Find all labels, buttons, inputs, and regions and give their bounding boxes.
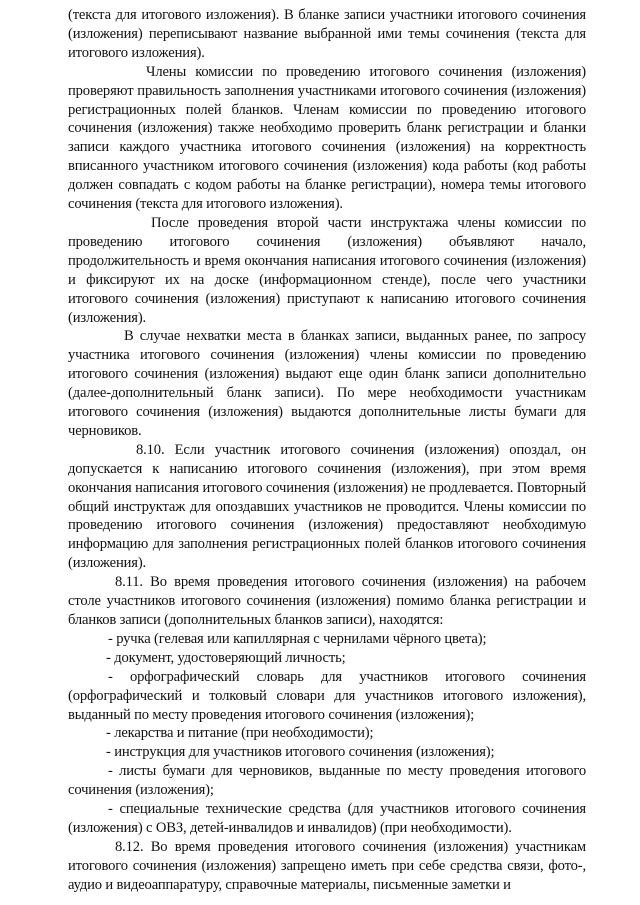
list-item-id-document: - документ, удостоверяющий личность;	[106, 649, 346, 666]
paragraph-8-12: 8.12. Во время проведения итогового сочинения (изложения) участникам итогового сочинения (изложения) запрещено иметь при себе средства связи, фото-, аудио и видеоаппаратуру, справочные материалы, письменные заметки и	[68, 838, 586, 893]
paragraph-extra-forms: В случае нехватки места в бланках записи, выданных ранее, по запросу участника итогового сочинения (изложения) члены комиссии по проведению итогового сочинения (изложения) выдают еще один бланк записи дополнительно (далее-дополнительный бланк записи). По мере необходимости участникам итогового сочинения (изложения) выдаются дополнительные листы бумаги для черновиков.	[68, 328, 586, 439]
paragraph-commission-check: Члены комиссии по проведению итогового сочинения (изложения) проверяют правильность заполнения участниками итогового сочинения (изложения) регистрационных полей бланков. Членам комиссии по проведению итогового сочинения (изложения) также необходимо проверить бланк регистрации и бланки записи каждого участника итогового сочинения (изложения) на корректность вписанного участником итогового сочинения (изложения) кода работы (код работы должен совпадать с кодом работы на бланке регистрации), номера темы итогового сочинения (текста для итогового изложения).	[68, 63, 586, 213]
document-page	[68, 6, 586, 895]
list-item-medicine: - лекарства и питание (при необходимости);	[106, 725, 374, 742]
list-item-pen: - ручка (гелевая или капиллярная с чернилами чёрного цвета);	[108, 630, 487, 647]
list-item-instruction: - инструкция для участников итогового сочинения (изложения);	[106, 744, 495, 761]
list-item-dictionary: - орфографический словарь для участников итогового сочинения (орфографический и толковый словари для участников итогового изложения), выданный по месту проведения итогового сочинения (изложения);	[68, 668, 586, 723]
paragraph-8-11: 8.11. Во время проведения итогового сочинения (изложения) на рабочем столе участников итогового сочинения (изложения) помимо бланка регистрации и бланков записи (дополнительных бланков записи), находятся:	[68, 574, 586, 628]
list-item-special-equipment: - специальные технические средства (для участников итогового сочинения (изложения) с ОВЗ, детей-инвалидов и инвалидов) (при необходимости).	[68, 801, 586, 836]
list-item-draft-paper: - листы бумаги для черновиков, выданные по месту проведения итогового сочинения (изложения);	[68, 763, 586, 799]
paragraph-second-instruction: После проведения второй части инструктажа члены комиссии по проведению итогового сочинения (изложения) объявляют начало, продолжительность и время окончания написания итогового сочинения (изложения) и фиксируют их на доске (информационном стенде), после чего участники итогового сочинения (изложения) приступают к написанию итогового сочинения (изложения).	[68, 214, 586, 326]
paragraph-8-10: 8.10. Если участник итогового сочинения (изложения) опоздал, он допускается к написанию итогового сочинения (изложения), при этом время окончания написания итогового сочинения (изложения) не продлевается. Повторный общий инструктаж для опоздавших участников не проводится. Члены комиссии по проведению итогового сочинения (изложения) предоставляют необходимую информацию для заполнения регистрационных полей бланков итогового сочинения (изложения).	[68, 441, 586, 572]
paragraph-continuation: (текста для итогового изложения). В бланке записи участники итогового сочинения (изложения) переписывают название выбранной ими темы сочинения (текста для итогового изложения).	[68, 7, 586, 61]
